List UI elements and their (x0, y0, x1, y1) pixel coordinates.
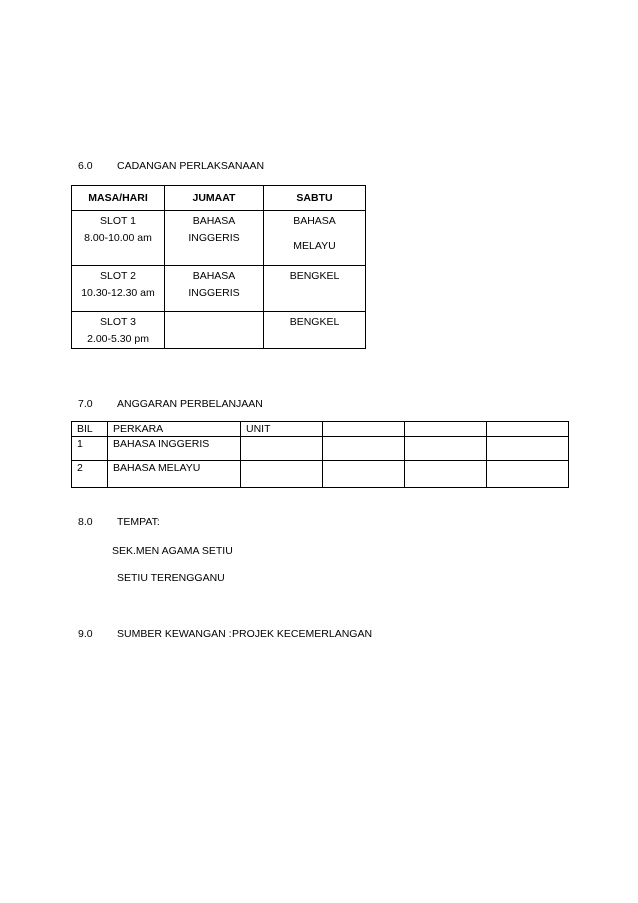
jumaat-subject-line2: INGGERIS (188, 287, 240, 299)
empty-cell (323, 437, 405, 461)
header-masa-hari: MASA/HARI (72, 186, 165, 211)
sabtu-subject-line1: BENGKEL (289, 316, 340, 328)
jumaat-cell (165, 266, 264, 312)
sabtu-subject-line1: BENGKEL (289, 270, 340, 282)
funding-value: PROJEK KECEMERLANGAN (232, 628, 373, 640)
schedule-table (71, 185, 366, 349)
funding-label: SUMBER KEWANGAN : (117, 628, 232, 640)
header-empty (405, 422, 487, 437)
unit-cell (241, 461, 323, 488)
sabtu-cell (264, 211, 366, 266)
section-9-number: 9.0 (78, 628, 93, 640)
empty-cell (405, 461, 487, 488)
perkara-cell: BAHASA MELAYU (108, 461, 241, 488)
location-line-1: SEK.MEN AGAMA SETIU (112, 545, 233, 557)
section-8-number: 8.0 (78, 516, 93, 528)
jumaat-subject-line1: BAHASA (192, 270, 236, 282)
section-6-title: CADANGAN PERLAKSANAAN (117, 160, 265, 172)
schedule-row (72, 266, 366, 312)
slot-cell (72, 266, 165, 312)
location-line-2: SETIU TERENGGANU (117, 572, 225, 584)
header-sabtu: SABTU (264, 186, 366, 211)
section-7-number: 7.0 (78, 398, 93, 410)
slot-cell (72, 211, 165, 266)
perkara-cell: BAHASA INGGERIS (108, 437, 241, 461)
schedule-header-row (72, 186, 366, 211)
header-empty (487, 422, 569, 437)
slot-time: 10.30-12.30 am (81, 287, 155, 299)
sabtu-subject-line2: MELAYU (293, 240, 336, 252)
jumaat-subject-line1: BAHASA (192, 215, 236, 227)
schedule-row (72, 312, 366, 349)
slot-time: 8.00-10.00 am (84, 232, 152, 244)
bil-cell: 2 (72, 461, 108, 488)
section-6-number: 6.0 (78, 160, 93, 172)
budget-table (71, 421, 569, 488)
section-7-title: ANGGARAN PERBELANJAAN (117, 398, 263, 410)
section-8-title: TEMPAT: (117, 516, 160, 528)
sabtu-subject-line1: BAHASA (293, 215, 336, 227)
sabtu-cell (264, 266, 366, 312)
header-unit: UNIT (241, 422, 323, 437)
budget-header-row (72, 422, 569, 437)
budget-row (72, 437, 569, 461)
jumaat-cell (165, 312, 264, 349)
budget-row (72, 461, 569, 488)
empty-cell (323, 461, 405, 488)
header-empty (323, 422, 405, 437)
empty-cell (405, 437, 487, 461)
slot-label: SLOT 2 (100, 270, 136, 282)
header-bil: BIL (72, 422, 108, 437)
schedule-row (72, 211, 366, 266)
bil-cell: 1 (72, 437, 108, 461)
unit-cell (241, 437, 323, 461)
empty-cell (487, 461, 569, 488)
empty-cell (487, 437, 569, 461)
sabtu-cell (264, 312, 366, 349)
header-perkara: PERKARA (108, 422, 241, 437)
header-jumaat: JUMAAT (165, 186, 264, 211)
jumaat-subject-line2: INGGERIS (188, 232, 240, 244)
jumaat-cell (165, 211, 264, 266)
slot-time: 2.00-5.30 pm (87, 333, 149, 345)
slot-label: SLOT 1 (100, 215, 136, 227)
slot-cell (72, 312, 165, 349)
slot-label: SLOT 3 (100, 316, 136, 328)
